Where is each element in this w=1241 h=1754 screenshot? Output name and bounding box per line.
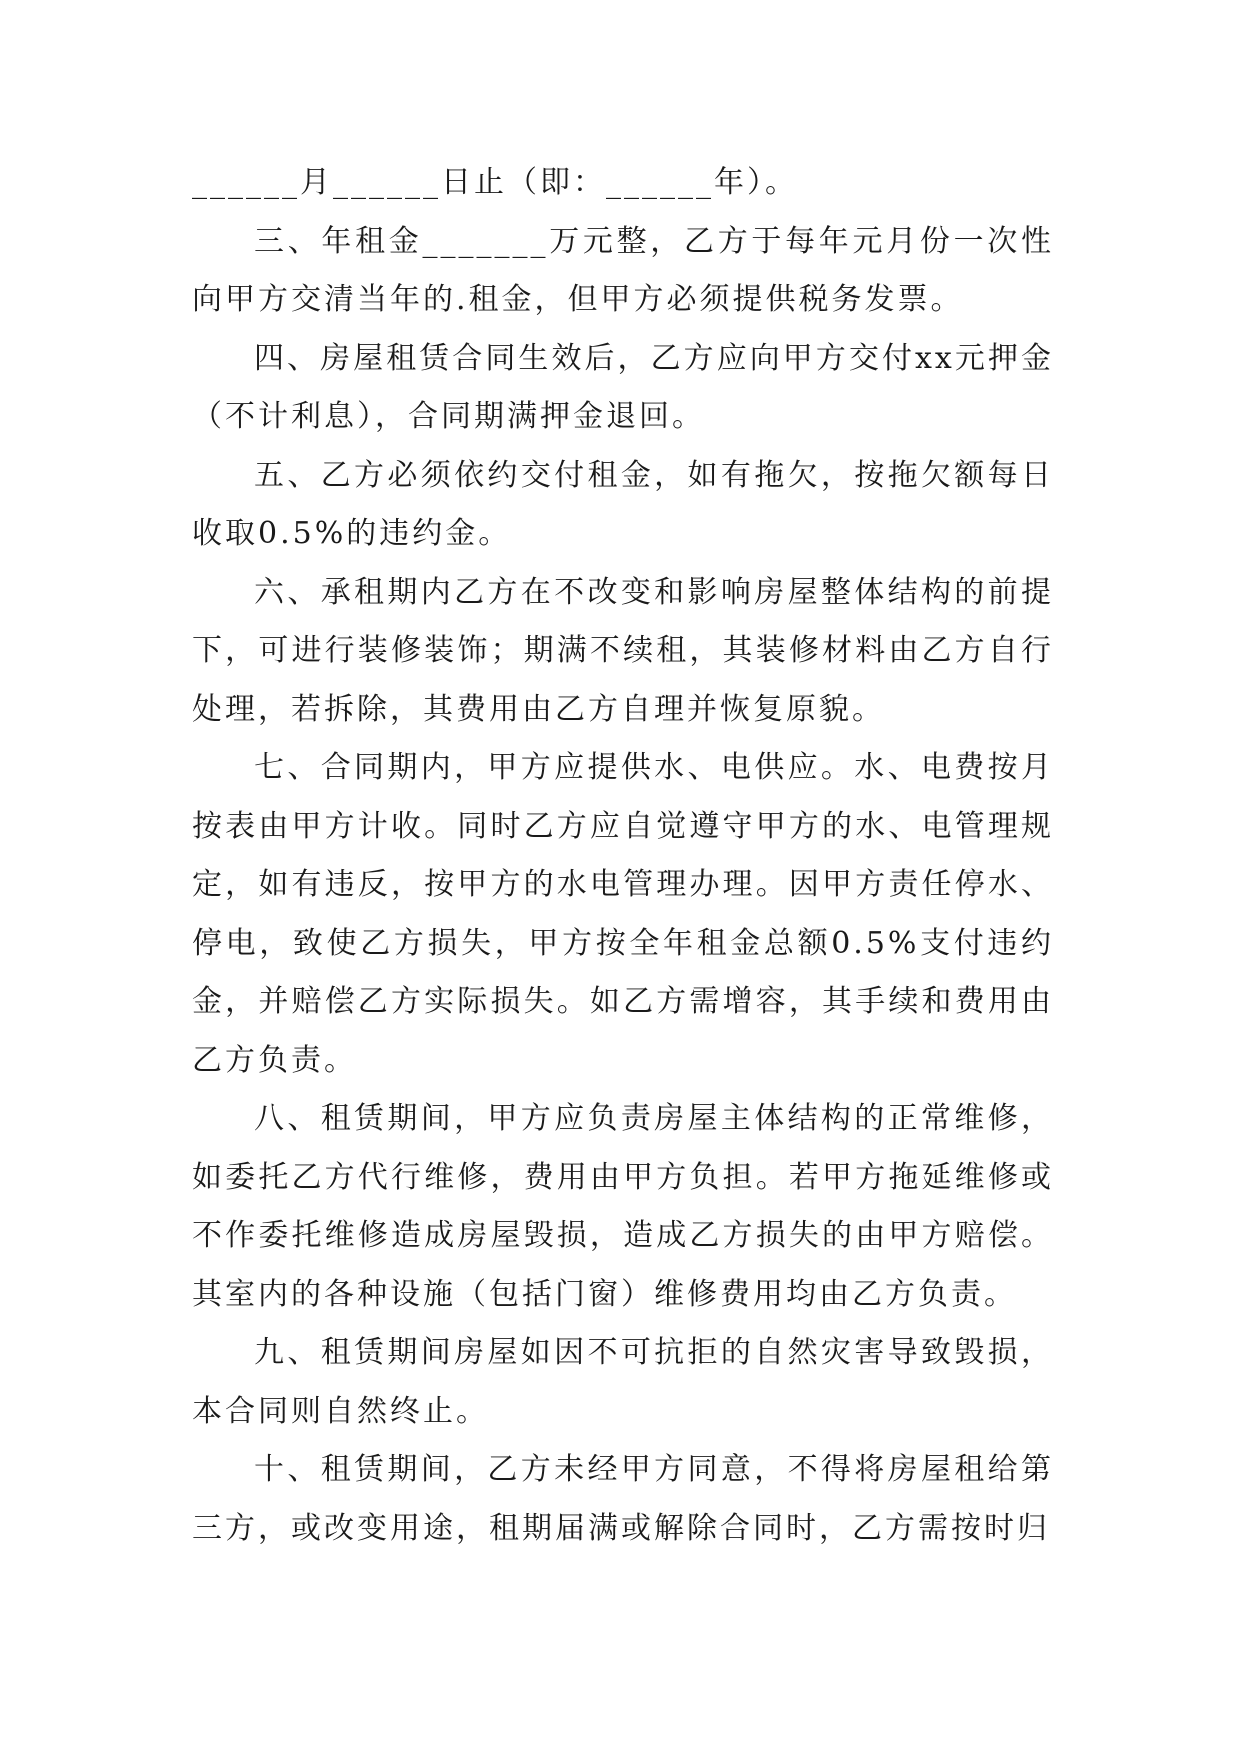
paragraph-clause-10: 十、租赁期间，乙方未经甲方同意，不得将房屋租给第三方，或改变用途，租期届满或解除合同时，乙方需按时归 — [192, 1452, 1054, 1546]
document-body — [192, 154, 1054, 1558]
paragraph-clause-5: 五、乙方必须依约交付租金，如有拖欠，按拖欠额每日收取0.5%的违约金。 — [192, 457, 1054, 551]
paragraph-clause-3: 三、年租金_______万元整，乙方于每年元月份一次性向甲方交清当年的.租金，但甲方必须提供税务发票。 — [192, 223, 1054, 317]
paragraph-clause-6: 六、承租期内乙方在不改变和影响房屋整体结构的前提下，可进行装修装饰；期满不续租，其装修材料由乙方自行处理，若拆除，其费用由乙方自理并恢复原貌。 — [192, 574, 1054, 727]
paragraph-clause-9: 九、租赁期间房屋如因不可抗拒的自然灾害导致毁损，本合同则自然终止。 — [192, 1335, 1054, 1429]
paragraph-continuation: ______月______日止（即：______年）。 — [192, 165, 798, 200]
paragraph-clause-4: 四、房屋租赁合同生效后，乙方应向甲方交付xx元押金（不计利息），合同期满押金退回。 — [192, 340, 1054, 434]
paragraph-clause-8: 八、租赁期间，甲方应负责房屋主体结构的正常维修，如委托乙方代行维修，费用由甲方负担。若甲方拖延维修或不作委托维修造成房屋毁损，造成乙方损失的由甲方赔偿。其室内的各种设施（包括门窗）维修费用均由乙方负责。 — [192, 1101, 1054, 1312]
paragraph-clause-7: 七、合同期内，甲方应提供水、电供应。水、电费按月按表由甲方计收。同时乙方应自觉遵守甲方的水、电管理规定，如有违反，按甲方的水电管理办理。因甲方责任停水、停电，致使乙方损失，甲方按全年租金总额0.5%支付违约金，并赔偿乙方实际损失。如乙方需增容，其手续和费用由乙方负责。 — [192, 750, 1054, 1078]
